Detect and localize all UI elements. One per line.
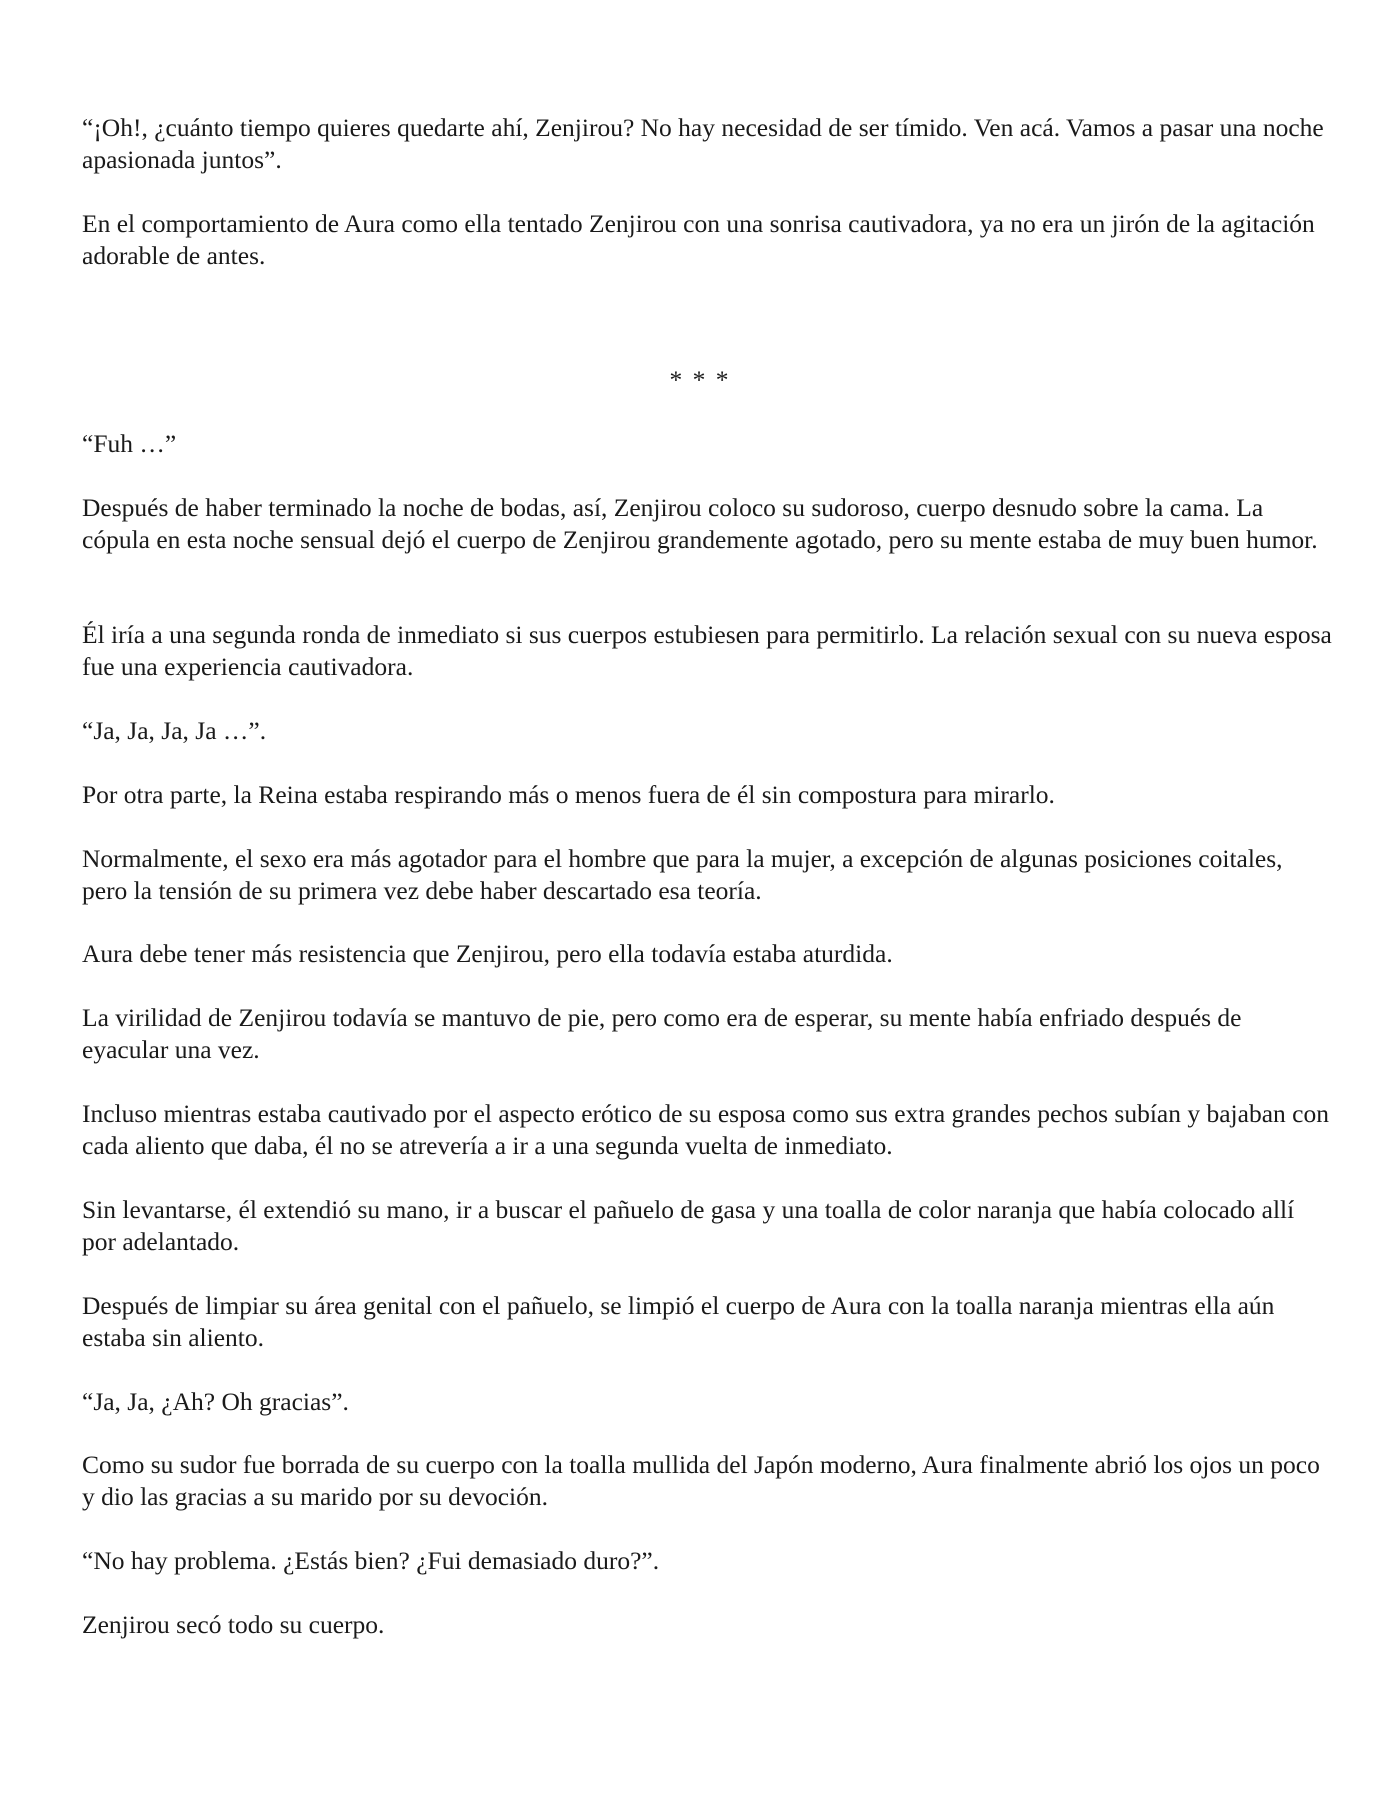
- paragraph-sweat: Como su sudor fue borrada de su cuerpo con la toalla mullida del Japón moderno, Aura finalmente abrió los ojos un poco y dio las gracias a su marido por su devoción.: [82, 1450, 1320, 1511]
- paragraph-no-problem: “No hay problema. ¿Estás bien? ¿Fui demasiado duro?”.: [82, 1546, 660, 1575]
- paragraph-resistance: Aura debe tener más resistencia que Zenjirou, pero ella todavía estaba aturdida.: [82, 939, 893, 968]
- paragraph-virility: La virilidad de Zenjirou todavía se mantuvo de pie, pero como era de esperar, su mente había enfriado después de eyacular una vez.: [82, 1003, 1242, 1064]
- paragraph-dialogue-aura: “¡Oh!, ¿cuánto tiempo quieres quedarte ahí, Zenjirou? No hay necesidad de ser tímido. Ven acá. Vamos a pasar una noche apasionada juntos”.: [82, 113, 1324, 174]
- paragraph-wedding-night: Después de haber terminado la noche de bodas, así, Zenjirou coloco su sudoroso, cuerpo desnudo sobre la cama. La cópula en esta noche sensual dejó el cuerpo de Zenjirou grandemente agotado, pero su mente estaba de muy buen humor.: [82, 493, 1318, 554]
- paragraph-cleaning: Después de limpiar su área genital con el pañuelo, se limpió el cuerpo de Aura con la toalla naranja mientras ella aún estaba sin aliento.: [82, 1291, 1275, 1352]
- paragraph-towel: Sin levantarse, él extendió su mano, ir a buscar el pañuelo de gasa y una toalla de color naranja que había colocado allí por adelantado.: [82, 1195, 1295, 1256]
- scene-separator: * * *: [669, 365, 731, 394]
- paragraph-aura-behavior: En el comportamiento de Aura como ella tentado Zenjirou con una sonrisa cautivadora, ya no era un jirón de la agitación adorable de antes.: [82, 209, 1315, 270]
- paragraph-thanks: “Ja, Ja, ¿Ah? Oh gracias”.: [82, 1387, 349, 1416]
- paragraph-normally: Normalmente, el sexo era más agotador para el hombre que para la mujer, a excepción de algunas posiciones coitales, pero la tensión de su primera vez debe haber descartado esa teoría.: [82, 844, 1283, 905]
- paragraph-ja-ja: “Ja, Ja, Ja, Ja …”.: [82, 716, 267, 745]
- paragraph-dried: Zenjirou secó todo su cuerpo.: [82, 1610, 385, 1639]
- paragraph-fuh: “Fuh …”: [82, 429, 177, 458]
- paragraph-queen-breathing: Por otra parte, la Reina estaba respirando más o menos fuera de él sin compostura para mirarlo.: [82, 780, 1055, 809]
- paragraph-captivated: Incluso mientras estaba cautivado por el aspecto erótico de su esposa como sus extra grandes pechos subían y bajaban con cada aliento que daba, él no se atrevería a ir a una segunda vuelta de inmediato.: [82, 1099, 1329, 1160]
- paragraph-second-round: Él iría a una segunda ronda de inmediato si sus cuerpos estubiesen para permitirlo. La relación sexual con su nueva esposa fue una experiencia cautivadora.: [82, 620, 1332, 681]
